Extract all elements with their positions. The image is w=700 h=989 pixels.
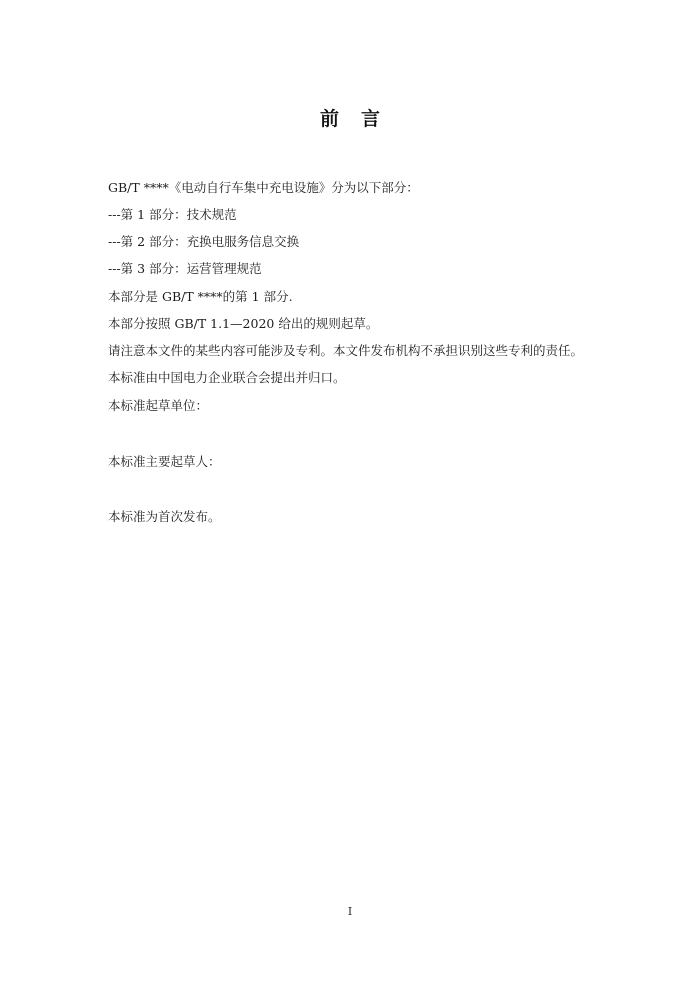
part-1-line: ---第 1 部分：技术规范 <box>108 207 237 222</box>
page-number: I <box>347 904 353 918</box>
page-title: 前言 <box>319 108 402 130</box>
part-statement-line: 本部分是 GB/T ****的第 1 部分. <box>108 289 293 304</box>
proposer-line: 本标准由中国电力企业联合会提出并归口。 <box>108 370 346 385</box>
drafting-units-line: 本标准起草单位： <box>108 398 209 413</box>
drafting-rules-line: 本部分按照 GB/T 1.1—2020 给出的规则起草。 <box>108 316 379 331</box>
intro-line: GB/T ****《电动自行车集中充电设施》分为以下部分： <box>108 180 419 195</box>
part-3-line: ---第 3 部分：运营管理规范 <box>108 261 262 276</box>
part-2-line: ---第 2 部分：充换电服务信息交换 <box>108 234 300 249</box>
first-release-line: 本标准为首次发布。 <box>108 509 221 524</box>
main-drafters-line: 本标准主要起草人： <box>108 454 221 469</box>
patent-notice-line: 请注意本文件的某些内容可能涉及专利。本文件发布机构不承担识别这些专利的责任。 <box>108 343 584 358</box>
